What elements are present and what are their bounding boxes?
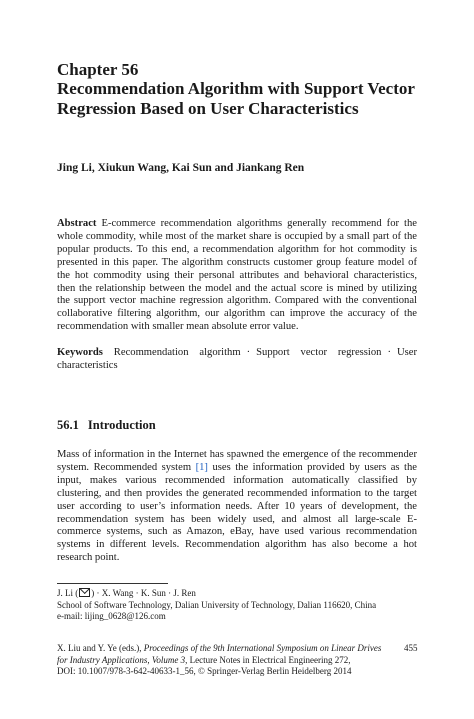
- footnote-authors: [57, 588, 427, 600]
- publisher-doi: DOI: 10.1007/978-3-642-40633-1_56, © Springer-Verlag Berlin Heidelberg 2014: [57, 666, 352, 676]
- section-title: Introduction: [87, 418, 156, 432]
- keyword-item: Support vector regression: [256, 347, 382, 358]
- keyword-separator: ·: [387, 347, 391, 358]
- chapter-label: Chapter 56: [57, 60, 139, 79]
- keyword-item: Recommendation algorithm: [113, 347, 241, 358]
- keywords-heading: Keywords: [57, 347, 103, 358]
- chapter-title: Recommendation Algorithm with Support Vector Regression Based on User Characteristics: [57, 79, 415, 118]
- publisher-info: [57, 643, 387, 678]
- keywords: [57, 347, 417, 373]
- intro-text: Mass of information in the Internet has spawned the emergence of the recommender system. Recommended system: [57, 449, 417, 473]
- envelope-icon: [79, 588, 90, 597]
- keyword-item: User characteristics: [57, 347, 417, 371]
- section-heading: [57, 418, 156, 433]
- abstract-heading: Abstract: [57, 218, 97, 229]
- author-list: Jing Li, Xiukun Wang, Kai Sun and Jiankang Ren: [57, 162, 305, 174]
- footnote-author-first: J. Li (: [57, 588, 79, 598]
- footnote: [57, 588, 427, 623]
- footnote-author-rest: ) · X. Wang · K. Sun · J. Ren: [91, 588, 196, 598]
- publisher-series: , Lecture Notes in Electrical Engineering 272,: [185, 654, 351, 665]
- footnote-affiliation: School of Software Technology, Dalian University of Technology, Dalian 116620, China: [57, 599, 377, 610]
- citation-link[interactable]: [1]: [195, 461, 208, 473]
- introduction-paragraph: [57, 449, 417, 565]
- footnote-email[interactable]: e-mail: lijing_0628@126.com: [57, 611, 166, 621]
- proceedings-title: Proceedings of the 9th International Symposium on Linear Drives for Industry Applications, Volume 3: [57, 643, 382, 665]
- keyword-separator: ·: [246, 347, 251, 358]
- section-number: 56.1: [57, 418, 79, 432]
- footnote-divider: [57, 583, 168, 584]
- publisher-editors: X. Liu and Y. Ye (eds.),: [57, 643, 144, 653]
- page-number: 455: [404, 643, 418, 653]
- abstract: [57, 218, 417, 334]
- intro-text: uses the information provided by users as the input, makes various recommended information automatically classified by clustering, and then provides the generated recommended information to the target user according to user’s information needs. After 10 years of development, the recommendation system has been widely used, and almost all large-scale E-commerce systems, such as Amazon, eBay, have used various recommendation systems in different levels. Recommendation algorithm has also become a hot research point.: [57, 461, 417, 564]
- abstract-text: E-commerce recommendation algorithms generally recommend for the whole commodity, while most of the market share is occupied by a small part of the popular products. To this end, a recommendation algorithm for hot commodity is presented in this paper. The algorithm constructs customer group feature model of the hot commodity using their personal attributes and behavioral characteristics, then the relationship between the model and the actual score is mined by utilizing the support vector machine regression algorithm. Compared with the conventional collaborative filtering algorithm, our algorithm can improve the accuracy of the recommendation with smaller mean absolute error value.: [57, 218, 417, 333]
